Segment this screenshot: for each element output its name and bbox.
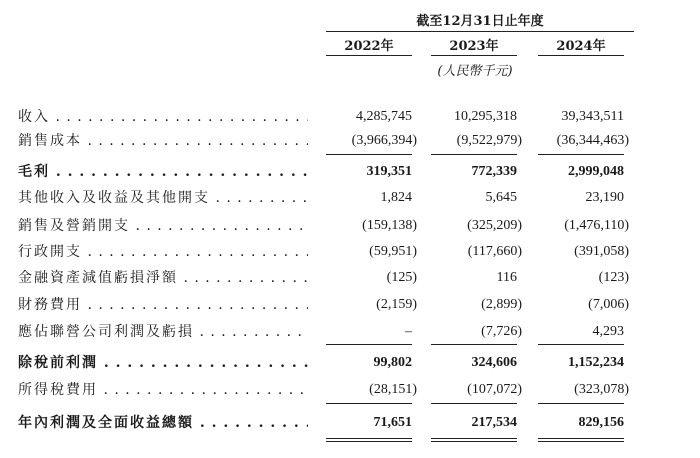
- subtotal-rule: [538, 403, 624, 404]
- subtotal-rule: [431, 403, 517, 404]
- cell-2023: (325,209): [467, 218, 522, 233]
- row-label: 行政開支 . . .: [18, 240, 308, 264]
- cell-2022: (3,966,394): [351, 133, 417, 148]
- row-gross-profit: [0, 160, 700, 184]
- row-cost-of-sales: [0, 129, 700, 153]
- cell-2022: (28,151): [369, 382, 417, 397]
- row-label: 年內利潤及全面收益總額 . . .: [18, 411, 308, 435]
- cell-2023: (117,660): [467, 244, 522, 259]
- row-finance-costs: [0, 293, 700, 317]
- row-label: 除稅前利潤 . . .: [18, 351, 308, 375]
- cell-2024: 2,999,048: [568, 164, 624, 179]
- year-2024-header: 2024年: [556, 39, 606, 54]
- row-income-tax: [0, 378, 700, 402]
- cell-2024: 23,190: [585, 190, 624, 205]
- total-double-rule: [538, 438, 624, 442]
- cell-2023: (9,522,979): [456, 133, 522, 148]
- cell-2022: (125): [386, 270, 417, 285]
- cell-2022: 99,802: [373, 355, 412, 370]
- cell-2022: 319,351: [366, 164, 412, 179]
- row-share-of-associates: [0, 320, 700, 344]
- row-label: 財務費用 . . .: [18, 293, 308, 317]
- subtotal-rule: [431, 344, 517, 345]
- cell-2023: (7,726): [481, 324, 522, 339]
- year-rule: [326, 55, 412, 56]
- subtotal-rule: [538, 154, 624, 155]
- cell-2024: 1,152,234: [568, 355, 624, 370]
- subtotal-rule: [538, 344, 624, 345]
- cell-2022: (2,159): [376, 297, 417, 312]
- period-heading: 截至12月31日止年度: [416, 14, 544, 29]
- cell-2024: 39,343,511: [561, 109, 624, 124]
- year-rule: [431, 55, 517, 56]
- row-label: 金融資產減值虧損淨額 . . .: [18, 266, 308, 290]
- row-label: 應佔聯營公司利潤及虧損 . . .: [18, 320, 308, 344]
- cell-2023: 772,339: [471, 164, 517, 179]
- cell-2022: 1,824: [380, 190, 412, 205]
- cell-2022: (59,951): [369, 244, 417, 259]
- cell-2022: –: [405, 324, 412, 339]
- cell-2023: (2,899): [481, 297, 522, 312]
- year-2023-header: 2023年: [449, 39, 499, 54]
- cell-2023: 116: [496, 270, 517, 285]
- cell-2024: 829,156: [578, 415, 624, 430]
- subtotal-rule: [431, 154, 517, 155]
- cell-2024: (123): [598, 270, 629, 285]
- row-label: 毛利 . . .: [18, 160, 308, 184]
- row-label: 收入 . . .: [18, 105, 308, 129]
- cell-2024: (391,058): [574, 244, 629, 259]
- row-label: 所得稅費用 . . .: [18, 378, 308, 402]
- cell-2024: (7,006): [588, 297, 629, 312]
- row-label: 其他收入及收益及其他開支 . . .: [18, 186, 308, 210]
- cell-2024: 4,293: [592, 324, 624, 339]
- cell-2023: 217,534: [471, 415, 517, 430]
- row-profit-before-tax: [0, 351, 700, 375]
- subtotal-rule: [326, 344, 412, 345]
- year-rule: [538, 55, 624, 56]
- row-profit-for-year: [0, 411, 700, 435]
- row-impairment-losses: [0, 266, 700, 290]
- row-admin-expenses: [0, 240, 700, 264]
- year-2022-header: 2022年: [344, 39, 394, 54]
- cell-2023: 5,645: [485, 190, 517, 205]
- cell-2023: 10,295,318: [454, 109, 517, 124]
- total-double-rule: [326, 438, 412, 442]
- cell-2023: (107,072): [467, 382, 522, 397]
- cell-2023: 324,606: [471, 355, 517, 370]
- subtotal-rule: [326, 403, 412, 404]
- total-double-rule: [431, 438, 517, 442]
- cell-2024: (1,476,110): [564, 218, 629, 233]
- period-rule: [326, 31, 634, 32]
- unit-label: (人民幣千元): [437, 64, 513, 79]
- subtotal-rule: [326, 154, 412, 155]
- row-label: 銷售及營銷開支 . . .: [18, 214, 308, 238]
- row-selling-expenses: [0, 214, 700, 238]
- cell-2024: (36,344,463): [556, 133, 629, 148]
- cell-2022: (159,138): [362, 218, 417, 233]
- cell-2022: 71,651: [373, 415, 412, 430]
- cell-2022: 4,285,745: [356, 109, 412, 124]
- row-label: 銷售成本 . . .: [18, 129, 308, 153]
- row-revenue: [0, 105, 700, 129]
- cell-2024: (323,078): [574, 382, 629, 397]
- row-other-income: [0, 186, 700, 210]
